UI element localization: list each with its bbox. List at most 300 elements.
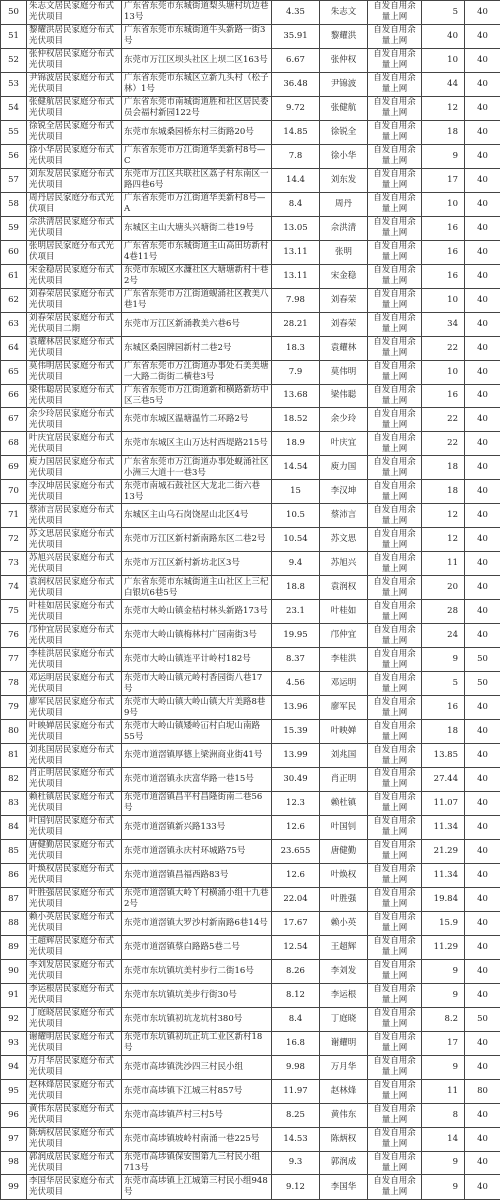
table-row: [1, 336, 500, 360]
value-a: 14: [422, 1127, 465, 1151]
address: 东莞市南城石鼓社区大龙北二街六巷13号: [122, 480, 272, 504]
grid-mode: 自发自用余量上网: [368, 552, 422, 576]
capacity-value: 12.6: [272, 863, 320, 887]
value-b: 40: [465, 240, 500, 264]
address: 广东省东莞市万江街道蚬涌社区教美八巷1号: [122, 288, 272, 312]
owner-name: 叶庆宜: [320, 432, 368, 456]
row-number: 58: [1, 192, 27, 216]
value-b: 40: [465, 120, 500, 144]
address: 东莞市万江区新村新坊北区3号: [122, 552, 272, 576]
table-row: [1, 1103, 500, 1127]
row-number: 53: [1, 72, 27, 96]
address: 东莞市东城区水濂社区大塘塘新村十巷2号: [122, 264, 272, 288]
project-name: 黄伟东居民家庭分布式光伏项目: [27, 1103, 122, 1127]
grid-mode: 自发自用余量上网: [368, 720, 422, 744]
owner-name: 张明: [320, 240, 368, 264]
address: 东莞市大岭山镇元岭村香园街八巷17号: [122, 672, 272, 696]
value-b: 40: [465, 791, 500, 815]
row-number: 97: [1, 1127, 27, 1151]
row-number: 96: [1, 1103, 27, 1127]
value-b: 40: [465, 983, 500, 1007]
table-row: [1, 408, 500, 432]
grid-mode: 自发自用余量上网: [368, 768, 422, 792]
grid-mode: 自发自用余量上网: [368, 264, 422, 288]
grid-mode: 自发自用余量上网: [368, 120, 422, 144]
table-row: [1, 504, 500, 528]
grid-mode: 自发自用余量上网: [368, 1103, 422, 1127]
grid-mode: 自发自用余量上网: [368, 815, 422, 839]
table-row: [1, 648, 500, 672]
address: 东城区主山乌石岗饶屋山北区4号: [122, 504, 272, 528]
value-b: 40: [465, 911, 500, 935]
address: 东莞市万江区共联社区荔子村东南区一路四巷6号: [122, 168, 272, 192]
address: 东莞市东坑镇坑美村步行二街16号: [122, 959, 272, 983]
row-number: 88: [1, 911, 27, 935]
address: 广东省东莞市万江街道华美新村8号—C: [122, 144, 272, 168]
grid-mode: 自发自用余量上网: [368, 408, 422, 432]
value-b: 40: [465, 408, 500, 432]
table-row: [1, 768, 500, 792]
table-row: [1, 935, 500, 959]
value-a: 12: [422, 504, 465, 528]
capacity-value: 16.8: [272, 1031, 320, 1055]
table-row: [1, 1127, 500, 1151]
grid-mode: 自发自用余量上网: [368, 192, 422, 216]
grid-mode: 自发自用余量上网: [368, 288, 422, 312]
address: 东莞市万江区新涌教美六巷6号: [122, 312, 272, 336]
capacity-value: 11.97: [272, 1079, 320, 1103]
row-number: 81: [1, 744, 27, 768]
capacity-value: 12.6: [272, 815, 320, 839]
value-b: 40: [465, 96, 500, 120]
value-b: 40: [465, 48, 500, 72]
grid-mode: 自发自用余量上网: [368, 1127, 422, 1151]
capacity-value: 9.12: [272, 1175, 320, 1200]
address: 广东省东莞市东城区立新九头村（松子林）1号: [122, 72, 272, 96]
row-number: 99: [1, 1175, 27, 1200]
capacity-value: 14.53: [272, 1127, 320, 1151]
value-b: 40: [465, 384, 500, 408]
project-name: 宋金稳居民家庭分布式光伏项目: [27, 264, 122, 288]
value-a: 10: [422, 288, 465, 312]
capacity-value: 13.11: [272, 264, 320, 288]
table-row: [1, 192, 500, 216]
address: 东莞市东坑镇初坑正坑工业区新村18号: [122, 1031, 272, 1055]
capacity-value: 18.3: [272, 336, 320, 360]
capacity-value: 9.72: [272, 96, 320, 120]
grid-mode: 自发自用余量上网: [368, 24, 422, 48]
grid-mode: 自发自用余量上网: [368, 1151, 422, 1175]
project-name: 周丹居民家庭分布式光伏项目: [27, 192, 122, 216]
row-number: 82: [1, 768, 27, 792]
table-row: [1, 216, 500, 240]
capacity-value: 9.4: [272, 552, 320, 576]
grid-mode: 自发自用余量上网: [368, 696, 422, 720]
value-a: 18: [422, 720, 465, 744]
table-row: [1, 983, 500, 1007]
value-a: 13.85: [422, 744, 465, 768]
table-row: [1, 168, 500, 192]
value-b: 40: [465, 935, 500, 959]
table-row: [1, 528, 500, 552]
value-b: 40: [465, 504, 500, 528]
value-a: 10: [422, 192, 465, 216]
grid-mode: 自发自用余量上网: [368, 216, 422, 240]
table-row: [1, 264, 500, 288]
value-a: 5: [422, 672, 465, 696]
project-name: 袁耀林居民家庭分布式光伏项目: [27, 336, 122, 360]
grid-mode: 自发自用余量上网: [368, 672, 422, 696]
capacity-value: 13.99: [272, 744, 320, 768]
table-row: [1, 48, 500, 72]
owner-name: 唐健勤: [320, 839, 368, 863]
owner-name: 李汉坤: [320, 480, 368, 504]
grid-mode: 自发自用余量上网: [368, 144, 422, 168]
table-row: [1, 696, 500, 720]
grid-mode: 自发自用余量上网: [368, 911, 422, 935]
table-row: [1, 240, 500, 264]
address: 东莞市道滘镇永庆富华路一巷15号: [122, 768, 272, 792]
value-a: 9: [422, 1175, 465, 1200]
table-row: [1, 839, 500, 863]
capacity-value: 12.54: [272, 935, 320, 959]
row-number: 55: [1, 120, 27, 144]
project-name: 李运根居民家庭分布式光伏项目: [27, 983, 122, 1007]
owner-name: 丁庭晓: [320, 1007, 368, 1031]
value-a: 12: [422, 96, 465, 120]
table-row: [1, 600, 500, 624]
value-b: 40: [465, 1175, 500, 1200]
value-a: 17: [422, 168, 465, 192]
grid-mode: 自发自用余量上网: [368, 72, 422, 96]
value-b: 50: [465, 1007, 500, 1031]
value-b: 40: [465, 1, 500, 25]
address: 广东省东莞市东城街道主山社区上三杞白银坑6巷5号: [122, 576, 272, 600]
project-name: 张明居民家庭分布式光伏项目: [27, 240, 122, 264]
value-b: 40: [465, 1055, 500, 1079]
row-number: 87: [1, 887, 27, 911]
project-name: 梁伟聪居民家庭分布式光伏项目: [27, 384, 122, 408]
grid-mode: 自发自用余量上网: [368, 863, 422, 887]
address: 东莞市道滘镇厚德上梁洲商业街41号: [122, 744, 272, 768]
value-b: 40: [465, 1103, 500, 1127]
value-b: 40: [465, 528, 500, 552]
table-row: [1, 456, 500, 480]
owner-name: 陈炳权: [320, 1127, 368, 1151]
table-row: [1, 1055, 500, 1079]
value-a: 9: [422, 959, 465, 983]
grid-mode: 自发自用余量上网: [368, 528, 422, 552]
address: 东莞市道滘镇大岭丫村横涌小组十九巷2号: [122, 887, 272, 911]
table-row: [1, 120, 500, 144]
grid-mode: 自发自用余量上网: [368, 624, 422, 648]
owner-name: 刘春荣: [320, 312, 368, 336]
row-number: 60: [1, 240, 27, 264]
project-name: 邝仲宜居民家庭分布式光伏项目: [27, 624, 122, 648]
grid-mode: 自发自用余量上网: [368, 935, 422, 959]
row-number: 61: [1, 264, 27, 288]
row-number: 91: [1, 983, 27, 1007]
address: 东莞市大岭山镇梅林村广园南街3号: [122, 624, 272, 648]
address: 广东省东莞市万江街道新和横路新坊中区三巷5号: [122, 384, 272, 408]
row-number: 67: [1, 408, 27, 432]
capacity-value: 7.9: [272, 360, 320, 384]
project-name: 刘春荣居民家庭分布式光伏项目: [27, 288, 122, 312]
row-number: 85: [1, 839, 27, 863]
project-name: 刘兆国居民家庭分布式光伏项目: [27, 744, 122, 768]
row-number: 51: [1, 24, 27, 48]
address: 东莞市高埗镇上江城第三村民小组948号: [122, 1175, 272, 1200]
owner-name: 叶桂如: [320, 600, 368, 624]
value-b: 80: [465, 1079, 500, 1103]
row-number: 77: [1, 648, 27, 672]
project-name: 黎耀洪居民家庭分布式光伏项目: [27, 24, 122, 48]
project-name: 李汉坤居民家庭分布式光伏项目: [27, 480, 122, 504]
address: 东莞市高埗镇保安围第九三村民小组713号: [122, 1151, 272, 1175]
table-row: [1, 576, 500, 600]
address: 东莞市东城区主山万达村西堤路215号: [122, 432, 272, 456]
address: 东莞市大岭山镇金桔村林头新路173号: [122, 600, 272, 624]
capacity-value: 10.5: [272, 504, 320, 528]
capacity-value: 8.37: [272, 648, 320, 672]
owner-name: 张健航: [320, 96, 368, 120]
value-a: 16: [422, 240, 465, 264]
row-number: 63: [1, 312, 27, 336]
value-b: 40: [465, 839, 500, 863]
capacity-value: 23.655: [272, 839, 320, 863]
value-a: 9: [422, 1055, 465, 1079]
address: 广东省东莞市万江街道办事处石美美塘一大路二街街二横巷3号: [122, 360, 272, 384]
capacity-value: 6.67: [272, 48, 320, 72]
row-number: 76: [1, 624, 27, 648]
project-name: 叶映婵居民家庭分布式光伏项目: [27, 720, 122, 744]
grid-mode: 自发自用余量上网: [368, 96, 422, 120]
address: 东莞市大岭山镇连平计岭村182号: [122, 648, 272, 672]
value-a: 16: [422, 264, 465, 288]
value-a: 18: [422, 480, 465, 504]
project-name: 徐小华居民家庭分布式光伏项目: [27, 144, 122, 168]
address: 东莞市高埗镇下江城三村857号: [122, 1079, 272, 1103]
table-row: [1, 288, 500, 312]
value-a: 15.9: [422, 911, 465, 935]
address: 东莞市道滘镇新兴路133号: [122, 815, 272, 839]
address: 广东省东莞市万江街道华美新村8号—A: [122, 192, 272, 216]
table-row: [1, 360, 500, 384]
grid-mode: 自发自用余量上网: [368, 240, 422, 264]
table-row: [1, 744, 500, 768]
grid-mode: 自发自用余量上网: [368, 983, 422, 1007]
grid-mode: 自发自用余量上网: [368, 336, 422, 360]
owner-name: 佘洪清: [320, 216, 368, 240]
value-b: 40: [465, 768, 500, 792]
project-name: 刘东发居民家庭分布式光伏项目: [27, 168, 122, 192]
owner-name: 宋金稳: [320, 264, 368, 288]
capacity-value: 14.4: [272, 168, 320, 192]
project-name: 徐锐全居民家庭分布式光伏项目: [27, 120, 122, 144]
value-b: 40: [465, 336, 500, 360]
table-row: [1, 480, 500, 504]
grid-mode: 自发自用余量上网: [368, 744, 422, 768]
capacity-value: 8.4: [272, 1007, 320, 1031]
value-a: 10: [422, 360, 465, 384]
capacity-value: 18.9: [272, 432, 320, 456]
owner-name: 叶焕权: [320, 863, 368, 887]
address: 东莞市高埗镇洗沙四三村民小组: [122, 1055, 272, 1079]
project-name: 叶胜强居民家庭分布式光伏项目: [27, 887, 122, 911]
grid-mode: 自发自用余量上网: [368, 360, 422, 384]
owner-name: 刘东发: [320, 168, 368, 192]
row-number: 94: [1, 1055, 27, 1079]
row-number: 80: [1, 720, 27, 744]
value-b: 40: [465, 552, 500, 576]
grid-mode: 自发自用余量上网: [368, 432, 422, 456]
value-b: 40: [465, 863, 500, 887]
value-b: 40: [465, 312, 500, 336]
table-row: [1, 624, 500, 648]
capacity-value: 7.98: [272, 288, 320, 312]
project-name: 肖正明居民家庭分布式光伏项目: [27, 768, 122, 792]
row-number: 74: [1, 576, 27, 600]
row-number: 84: [1, 815, 27, 839]
value-a: 11: [422, 1079, 465, 1103]
table-row: [1, 672, 500, 696]
grid-mode: 自发自用余量上网: [368, 791, 422, 815]
address: 广东省东莞市东城街道梨头塘村坑边巷13号: [122, 1, 272, 25]
row-number: 79: [1, 696, 27, 720]
project-name: 赖小英居民家庭分布式光伏项目: [27, 911, 122, 935]
row-number: 90: [1, 959, 27, 983]
address: 广东省东莞市东城街道牛头新路一街3号: [122, 24, 272, 48]
table-row: [1, 887, 500, 911]
owner-name: 王超辉: [320, 935, 368, 959]
value-a: 19.84: [422, 887, 465, 911]
capacity-value: 9.98: [272, 1055, 320, 1079]
row-number: 68: [1, 432, 27, 456]
value-a: 18: [422, 120, 465, 144]
row-number: 56: [1, 144, 27, 168]
table-row: [1, 815, 500, 839]
table-row: [1, 312, 500, 336]
project-name: 余少玲居民家庭分布式光伏项目: [27, 408, 122, 432]
table-row: [1, 720, 500, 744]
address: 东莞市高埗镇坡岭村南涌一巷225号: [122, 1127, 272, 1151]
table-row: [1, 1175, 500, 1200]
value-b: 40: [465, 432, 500, 456]
value-a: 11: [422, 552, 465, 576]
capacity-value: 23.1: [272, 600, 320, 624]
grid-mode: 自发自用余量上网: [368, 1, 422, 25]
row-number: 73: [1, 552, 27, 576]
owner-name: 刘兆国: [320, 744, 368, 768]
grid-mode: 自发自用余量上网: [368, 959, 422, 983]
owner-name: 周丹: [320, 192, 368, 216]
row-number: 50: [1, 1, 27, 25]
address: 东莞市道滘镇永庆村环城路75号: [122, 839, 272, 863]
value-a: 11.29: [422, 935, 465, 959]
owner-name: 叶胜强: [320, 887, 368, 911]
project-name: 庾力国居民家庭分布式光伏项目: [27, 456, 122, 480]
project-name: 袁润权居民家庭分布式光伏项目: [27, 576, 122, 600]
grid-mode: 自发自用余量上网: [368, 504, 422, 528]
project-name: 李桂洪居民家庭分布式光伏项目: [27, 648, 122, 672]
owner-name: 蔡沛言: [320, 504, 368, 528]
project-name: 蔡沛言居民家庭分布式光伏项目: [27, 504, 122, 528]
value-b: 40: [465, 696, 500, 720]
row-number: 59: [1, 216, 27, 240]
row-number: 70: [1, 480, 27, 504]
owner-name: 廖军民: [320, 696, 368, 720]
project-name: 陈炳权居民家庭分布式光伏项目: [27, 1127, 122, 1151]
owner-name: 谢耀明: [320, 1031, 368, 1055]
value-a: 12: [422, 528, 465, 552]
value-b: 40: [465, 216, 500, 240]
row-number: 98: [1, 1151, 27, 1175]
project-name: 张健航居民家庭分布式光伏项目: [27, 96, 122, 120]
grid-mode: 自发自用余量上网: [368, 1055, 422, 1079]
row-number: 52: [1, 48, 27, 72]
value-a: 11.34: [422, 815, 465, 839]
row-number: 72: [1, 528, 27, 552]
capacity-value: 13.96: [272, 696, 320, 720]
grid-mode: 自发自用余量上网: [368, 887, 422, 911]
capacity-value: 13.11: [272, 240, 320, 264]
table-row: [1, 432, 500, 456]
value-a: 22: [422, 336, 465, 360]
address: 广东省东莞市东城街道主山高田坊新村4巷11号: [122, 240, 272, 264]
project-name: 李国华居民家庭分布式光伏项目: [27, 1175, 122, 1200]
row-number: 78: [1, 672, 27, 696]
table-row: [1, 24, 500, 48]
table-row: [1, 552, 500, 576]
value-a: 28: [422, 600, 465, 624]
value-a: 22: [422, 408, 465, 432]
project-name: 苏旭兴居民家庭分布式光伏项目: [27, 552, 122, 576]
value-a: 40: [422, 24, 465, 48]
value-a: 9: [422, 983, 465, 1007]
row-number: 92: [1, 1007, 27, 1031]
value-b: 50: [465, 648, 500, 672]
owner-name: 苏旭兴: [320, 552, 368, 576]
address: 东莞市万江区新村新南路东区二巷2号: [122, 528, 272, 552]
project-name: 叶国钊居民家庭分布式光伏项目: [27, 815, 122, 839]
table-row: [1, 1, 500, 25]
address: 东莞市大岭山镇矮岭冚村白坭山南路55号: [122, 720, 272, 744]
table-row: [1, 791, 500, 815]
project-name: 赵林烽居民家庭分布式光伏项目: [27, 1079, 122, 1103]
owner-name: 尹锦波: [320, 72, 368, 96]
capacity-value: 15: [272, 480, 320, 504]
owner-name: 黄伟东: [320, 1103, 368, 1127]
value-a: 11.34: [422, 863, 465, 887]
row-number: 93: [1, 1031, 27, 1055]
project-name: 谢耀明居民家庭分布式光伏项目: [27, 1031, 122, 1055]
capacity-value: 8.26: [272, 959, 320, 983]
value-b: 40: [465, 887, 500, 911]
value-a: 11.07: [422, 791, 465, 815]
owner-name: 梁伟聪: [320, 384, 368, 408]
owner-name: 郭润成: [320, 1151, 368, 1175]
grid-mode: 自发自用余量上网: [368, 480, 422, 504]
owner-name: 李刘发: [320, 959, 368, 983]
capacity-value: 8.25: [272, 1103, 320, 1127]
value-a: 8: [422, 1103, 465, 1127]
value-b: 40: [465, 1031, 500, 1055]
table-row: [1, 1079, 500, 1103]
value-a: 9: [422, 144, 465, 168]
capacity-value: 14.85: [272, 120, 320, 144]
owner-name: 庾力国: [320, 456, 368, 480]
value-a: 18: [422, 456, 465, 480]
